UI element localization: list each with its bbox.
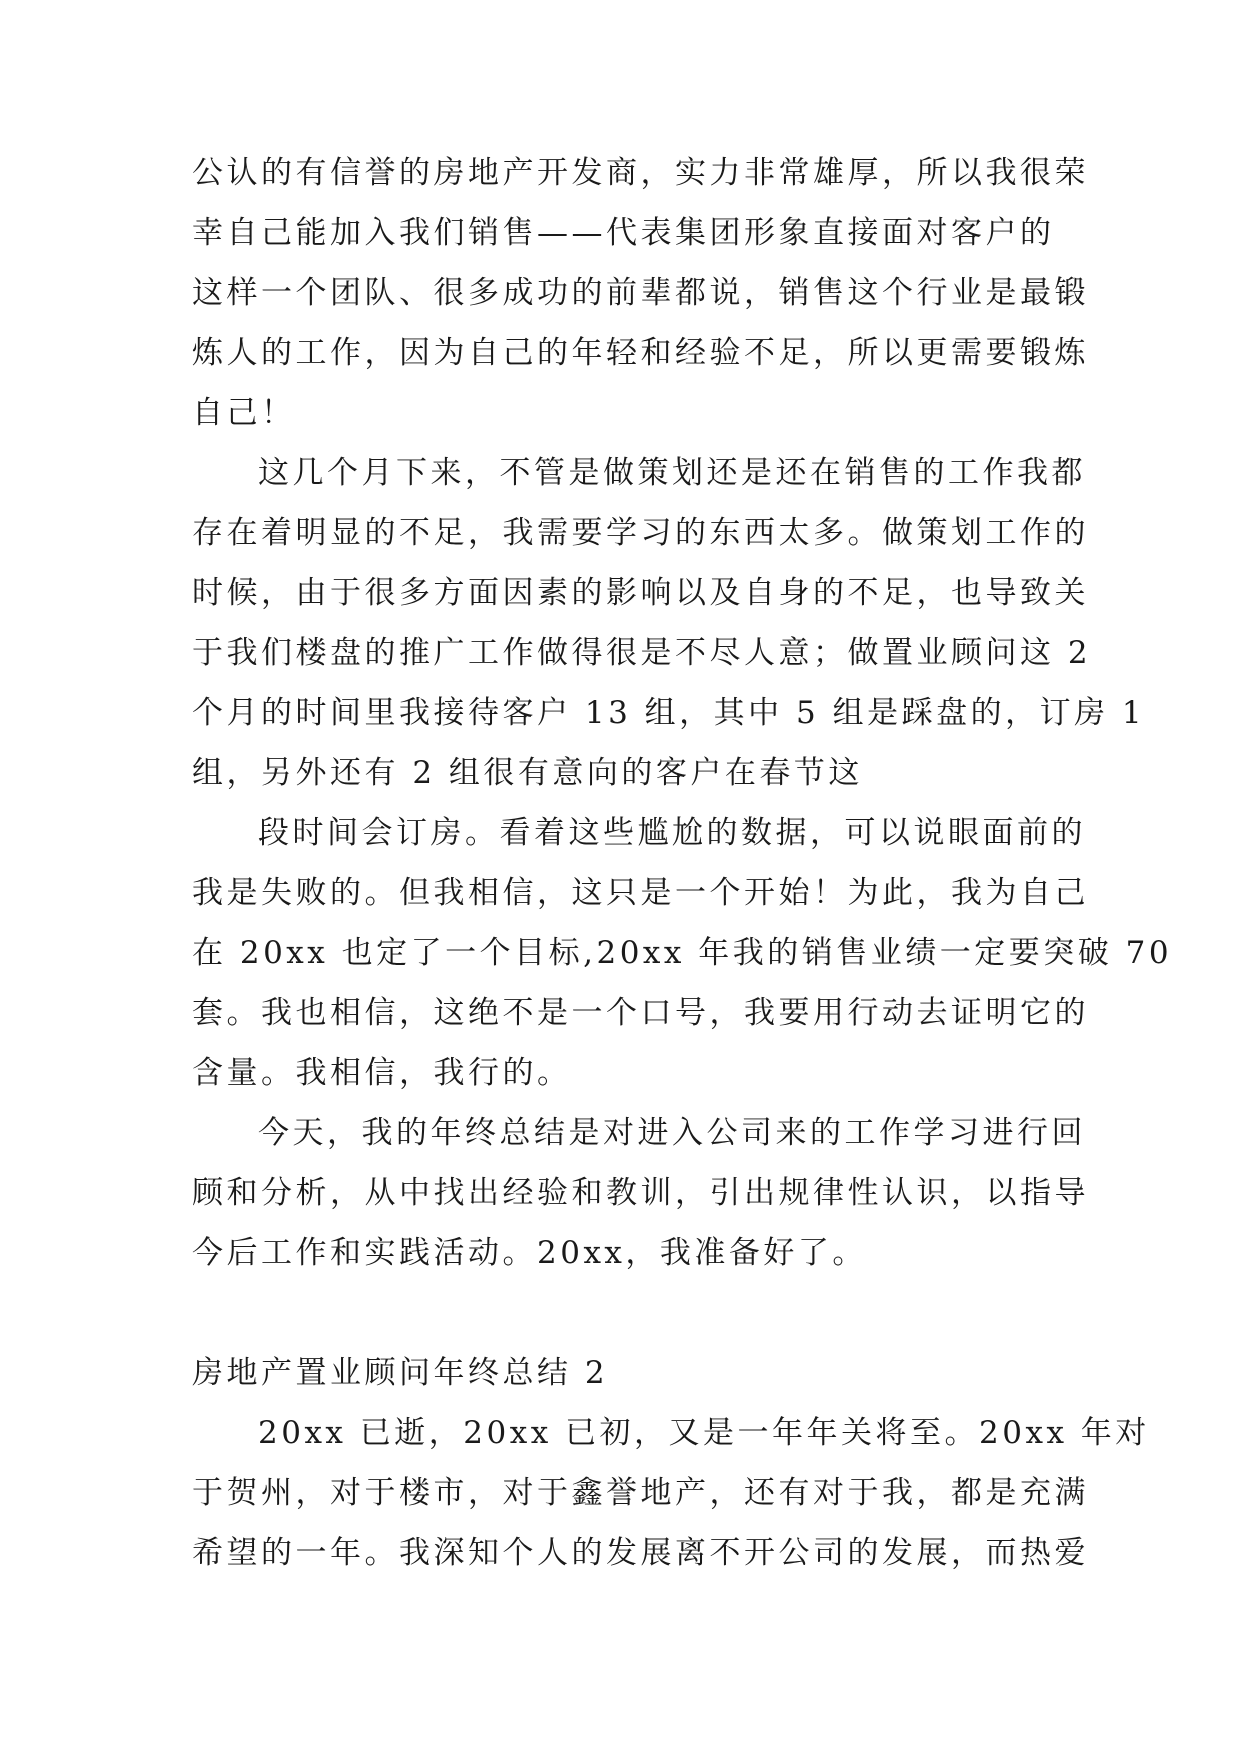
text-line: 希望的一年。我深知个人的发展离不开公司的发展，而热爱 bbox=[192, 1535, 1089, 1571]
text-line: 顾和分析，从中找出经验和教训，引出规律性认识，以指导 bbox=[192, 1175, 1089, 1211]
text-line: 这样一个团队、很多成功的前辈都说，销售这个行业是最锻 bbox=[192, 275, 1089, 311]
section-title: 房地产置业顾问年终总结 2 bbox=[192, 1355, 609, 1391]
paragraph bbox=[192, 443, 1146, 803]
text-line: 存在着明显的不足，我需要学习的东西太多。做策划工作的 bbox=[192, 515, 1089, 551]
text-line: 套。我也相信，这绝不是一个口号，我要用行动去证明它的 bbox=[192, 995, 1089, 1031]
text-line: 今后工作和实践活动。20xx，我准备好了。 bbox=[192, 1235, 867, 1271]
document-body bbox=[192, 143, 1173, 1583]
text-line: 我是失败的。但我相信，这只是一个开始！为此，我为自己 bbox=[192, 875, 1089, 911]
text-line: 含量。我相信，我行的。 bbox=[192, 1055, 572, 1091]
text-line: 今天，我的年终总结是对进入公司来的工作学习进行回 bbox=[258, 1115, 1086, 1151]
text-line: 自己！ bbox=[192, 395, 296, 431]
text-line: 于我们楼盘的推广工作做得很是不尽人意；做置业顾问这 2 bbox=[192, 635, 1092, 671]
paragraph bbox=[192, 1403, 1150, 1583]
text-line: 时候，由于很多方面因素的影响以及自身的不足，也导致关 bbox=[192, 575, 1089, 611]
paragraph bbox=[192, 1103, 1089, 1283]
text-line: 于贺州，对于楼市，对于鑫誉地产，还有对于我，都是充满 bbox=[192, 1475, 1089, 1511]
text-line: 20xx 已逝，20xx 已初，又是一年年关将至。20xx 年对 bbox=[258, 1415, 1150, 1451]
text-line: 在 20xx 也定了一个目标,20xx 年我的销售业绩一定要突破 70 bbox=[192, 935, 1173, 971]
text-line: 幸自己能加入我们销售——代表集团形象直接面对客户的 bbox=[192, 215, 1055, 251]
text-line: 炼人的工作，因为自己的年轻和经验不足，所以更需要锻炼 bbox=[192, 335, 1089, 371]
paragraph bbox=[192, 143, 1089, 443]
text-line: 组，另外还有 2 组很有意向的客户在春节这 bbox=[192, 755, 863, 791]
paragraph bbox=[192, 803, 1173, 1103]
text-line: 段时间会订房。看着这些尴尬的数据，可以说眼面前的 bbox=[258, 815, 1086, 851]
spacer bbox=[192, 1283, 1067, 1343]
text-line: 公认的有信誉的房地产开发商，实力非常雄厚，所以我很荣 bbox=[192, 155, 1089, 191]
text-line: 这几个月下来，不管是做策划还是还在销售的工作我都 bbox=[258, 455, 1086, 491]
text-line: 个月的时间里我接待客户 13 组，其中 5 组是踩盘的，订房 1 bbox=[192, 695, 1146, 731]
